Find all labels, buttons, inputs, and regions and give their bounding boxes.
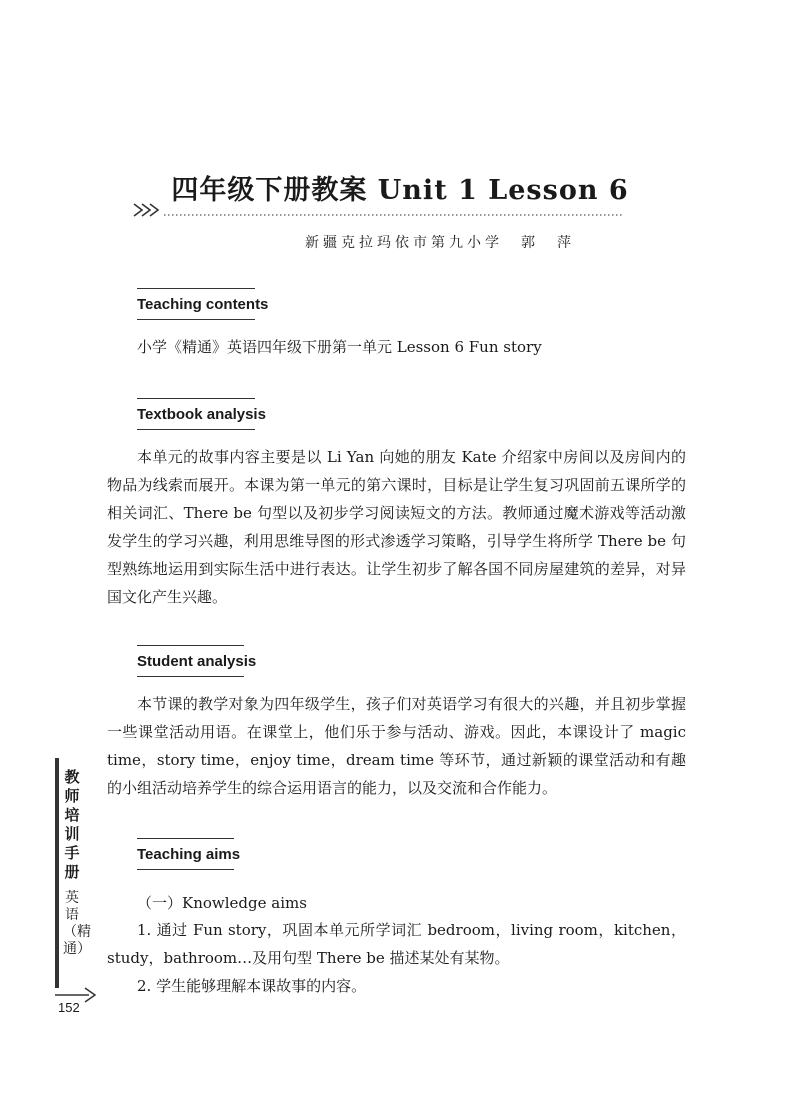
page-number: 152 <box>58 1000 80 1015</box>
student-analysis-paragraph: 本节课的教学对象为四年级学生，孩子们对英语学习有很大的兴趣，并且初步掌握一些课堂活动用语。在课堂上，他们乐于参与活动、游戏。因此，本课设计了 magic time，story time，enjoy time，dream time 等环节，通过新颖的课堂活动和有趣的小组活动培养学生的综合运用语言的能力，以及交流和合作能力。 <box>107 695 686 797</box>
section-heading-teaching-contents: Teaching contents <box>137 288 268 320</box>
sidebar-bar <box>55 758 59 988</box>
knowledge-aims-subheading: （一）Knowledge aims <box>137 894 307 912</box>
teaching-aims-item-2: 2. 学生能够理解本课故事的内容。 <box>137 977 367 995</box>
section-heading-teaching-aims: Teaching aims <box>137 838 240 870</box>
section-heading-student-analysis: Student analysis <box>137 645 256 677</box>
teaching-contents-text: 小学《精通》英语四年级下册第一单元 Lesson 6 Fun story <box>137 338 542 356</box>
chevron-decoration-icon <box>134 204 158 216</box>
teaching-aims-item-1: 1. 通过 Fun story，巩固本单元所学词汇 bedroom，living room，kitchen，study，bathroom…及用句型 There be 描述某处有某物。 <box>107 921 686 967</box>
author-line: 新疆克拉玛依市第九小学 郭 萍 <box>305 235 575 251</box>
book-label: 教师培训手册 <box>64 768 80 881</box>
section-heading-textbook-analysis: Textbook analysis <box>137 398 266 430</box>
textbook-analysis-paragraph: 本单元的故事内容主要是以 Li Yan 向她的朋友 Kate 介绍家中房间以及房间内的物品为线索而展开。本课为第一单元的第六课时，目标是让学生复习巩固前五课所学的相关词汇、There be 句型以及初步学习阅读短文的方法。教师通过魔术游戏等活动激发学生的学习兴趣，利用思维导图的形式渗透学习策略，引导学生将所学 There be 句型熟练地运用到实际生活中进行表达。让学生初步了解各国不同房屋建筑的差异，对异国文化产生兴趣。 <box>107 448 686 606</box>
subject-label: 英语（精通） <box>63 890 91 957</box>
title-rule <box>130 200 630 220</box>
page-title: 四年级下册教案 Unit 1 Lesson 6 <box>171 175 629 206</box>
